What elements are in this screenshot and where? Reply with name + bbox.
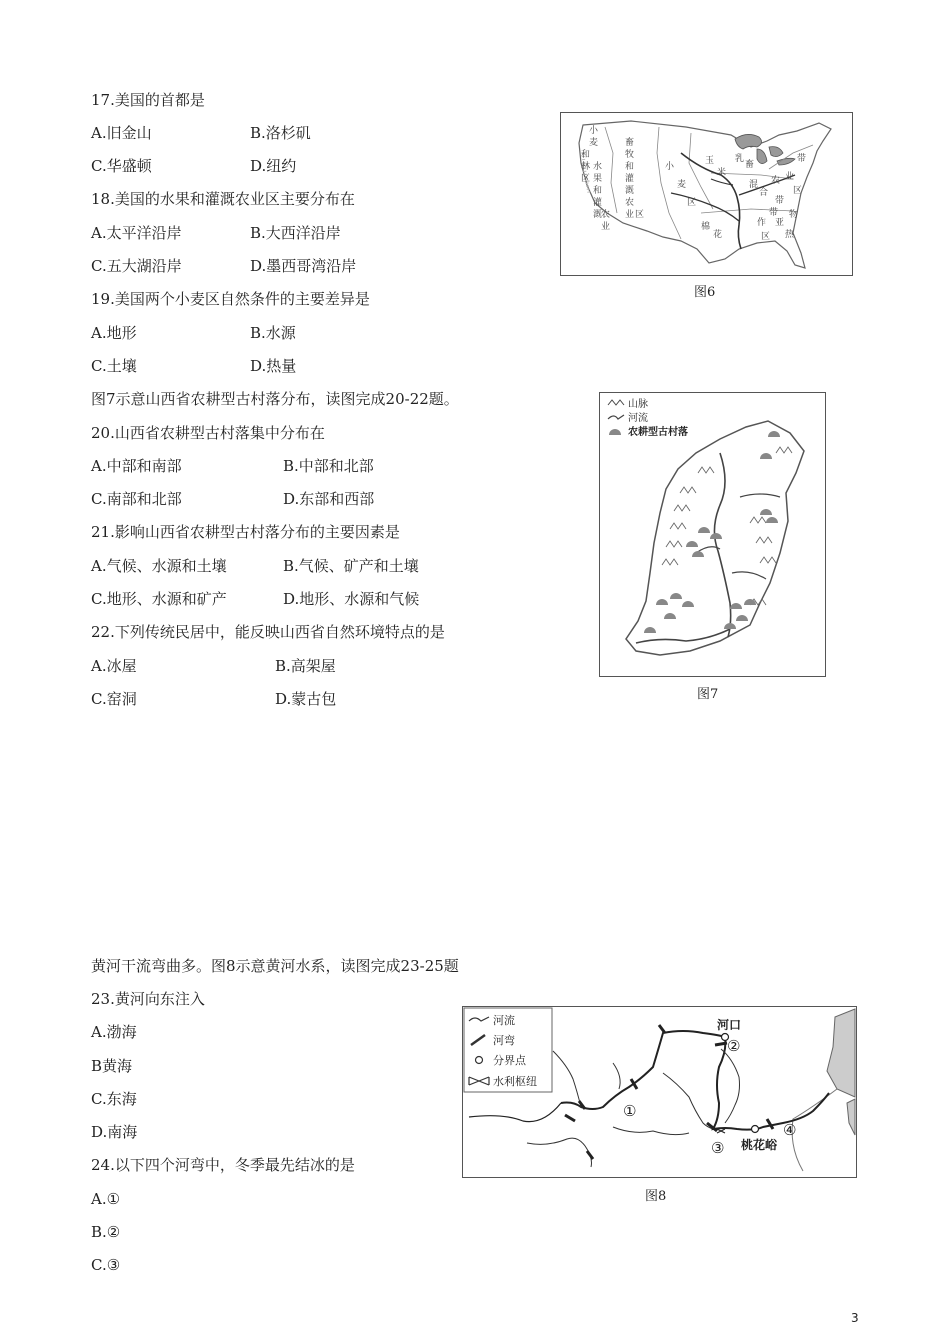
label-char: 区	[761, 232, 771, 242]
label-char: 作	[757, 218, 767, 228]
q19-option-d: D.热量	[250, 357, 297, 375]
q18-option-a: A.太平洋沿岸	[91, 224, 182, 242]
label-char: 带	[769, 208, 779, 218]
q24-option-a: A.①	[91, 1190, 121, 1208]
bohai-sea-shape	[827, 1009, 855, 1097]
label-char: 农	[601, 210, 611, 220]
tributary-north	[613, 1063, 620, 1089]
q18-option-c: C.五大湖沿岸	[91, 257, 182, 275]
taohuayu-point	[752, 1126, 759, 1133]
q20-option-c: C.南部和北部	[91, 490, 182, 508]
bend-mark-3: ③	[711, 1139, 725, 1157]
label-char: 带	[775, 196, 785, 206]
label-char: 棉	[701, 222, 711, 232]
tributary-south	[613, 1127, 689, 1135]
label-char: 热	[785, 230, 795, 240]
label-char: 畜	[745, 160, 755, 170]
point-legend-icon	[476, 1057, 483, 1064]
q18-option-d: D.墨西哥湾沿岸	[250, 257, 357, 275]
lake-superior-shape	[735, 134, 762, 149]
q20-option-a: A.中部和南部	[91, 457, 182, 475]
q24-stem: 24.以下四个河弯中，冬季最先结冰的是	[91, 1156, 355, 1174]
figure-6-caption: 图6	[694, 285, 716, 300]
q22-option-a: A.冰屋	[91, 657, 137, 675]
label-char: 区	[581, 174, 591, 184]
legend-bend-label: 河弯	[493, 1034, 515, 1047]
mountain-legend-icon	[608, 400, 624, 405]
label-char: 林	[581, 162, 591, 172]
legend-point-label: 分界点	[493, 1054, 526, 1067]
tributary-southwest	[527, 1138, 592, 1167]
legend-river-label: 河流	[628, 413, 648, 424]
label-char: 业	[625, 210, 635, 220]
label-char: 溉	[625, 186, 635, 196]
q21-option-d: D.地形、水源和气候	[283, 590, 420, 608]
label-char: 乳	[735, 154, 745, 164]
tributary-fen	[721, 1049, 740, 1123]
yellow-river-drawing	[463, 1007, 856, 1177]
label-char: 业	[601, 222, 611, 232]
q20-stem: 20.山西省农耕型古村落集中分布在	[91, 424, 325, 442]
bend-marker	[587, 1151, 593, 1159]
label-char: 合	[759, 188, 769, 198]
q22-option-c: C.窑洞	[91, 690, 137, 708]
tributary-northwest	[553, 1051, 581, 1107]
q24-option-b: B.②	[91, 1223, 121, 1241]
q23-stem: 23.黄河向东注入	[91, 990, 205, 1008]
q17-option-d: D.纽约	[250, 157, 297, 175]
label-char: 水	[593, 162, 603, 172]
legend-mountain-label: 山脉	[628, 399, 648, 410]
q19-option-a: A.地形	[91, 324, 137, 342]
q23-option-d: D.南海	[91, 1123, 138, 1141]
label-char: 花	[713, 230, 723, 240]
q18-option-b: B.大西洋沿岸	[250, 224, 341, 242]
q17-option-b: B.洛杉矶	[250, 124, 311, 142]
yellow-river-main	[561, 1031, 829, 1130]
bend-mark-4: ④	[783, 1121, 797, 1139]
legend-hub-label: 水利枢纽	[493, 1075, 537, 1088]
river-legend-icon	[608, 415, 624, 419]
legend-village-label: 农耕型古村落	[628, 427, 688, 438]
q19-option-c: C.土壤	[91, 357, 137, 375]
upper-yellow-river	[469, 1103, 561, 1122]
label-char: 亚	[775, 218, 785, 228]
label-char: 果	[593, 174, 603, 184]
tributary-wei	[663, 1073, 713, 1129]
village-legend-icon	[609, 429, 621, 435]
q24-option-c: C.③	[91, 1256, 121, 1274]
shanxi-map-drawing	[600, 393, 825, 676]
label-char: 小	[665, 162, 675, 172]
label-char: 混	[749, 180, 759, 190]
q20-option-b: B.中部和北部	[283, 457, 374, 475]
q21-stem: 21.影响山西省农耕型古村落分布的主要因素是	[91, 523, 400, 541]
label-char: 和	[593, 186, 603, 196]
q18-stem: 18.美国的水果和灌溉农业区主要分布在	[91, 190, 355, 208]
q23-option-c: C.东海	[91, 1090, 137, 1108]
label-char: 物	[789, 210, 799, 220]
q19-option-b: B.水源	[250, 324, 296, 342]
fig7-legend	[608, 397, 688, 438]
figure-6-usa-map	[560, 112, 853, 276]
q22-option-b: B.高架屋	[275, 657, 336, 675]
q23-option-a: A.渤海	[91, 1023, 137, 1041]
intro-fig8: 黄河干流弯曲多。图8示意黄河水系，读图完成23-25题	[91, 957, 459, 975]
usa-map-drawing	[561, 113, 852, 275]
q22-option-d: D.蒙古包	[275, 690, 337, 708]
q21-option-b: B.气候、矿产和土壤	[283, 557, 419, 575]
legend-river-label: 河流	[493, 1014, 515, 1027]
q21-option-c: C.地形、水源和矿产	[91, 590, 227, 608]
label-char: 区	[635, 210, 645, 220]
coastline	[792, 1089, 837, 1171]
q17-stem: 17.美国的首都是	[91, 91, 205, 109]
label-char: 带	[797, 154, 807, 164]
bend-mark-2: ②	[727, 1037, 741, 1055]
label-char: 农	[771, 176, 781, 186]
page-number: 3	[851, 1311, 859, 1325]
bend-marker	[767, 1119, 773, 1129]
q23-option-b: B黄海	[91, 1057, 133, 1075]
label-char: 麦	[589, 138, 599, 148]
figure-8-yellow-river-map	[462, 1006, 857, 1178]
q22-stem: 22.下列传统民居中，能反映山西省自然环境特点的是	[91, 623, 445, 641]
bend-marker	[715, 1043, 727, 1045]
label-char: 区	[793, 186, 803, 196]
label-char: 农	[625, 198, 635, 208]
label-char: 和	[581, 150, 591, 160]
label-char: 麦	[677, 180, 687, 190]
label-char: 玉	[705, 156, 715, 166]
q17-option-a: A.旧金山	[91, 124, 152, 142]
intro-fig7: 图7示意山西省农耕型古村落分布，读图完成20-22题。	[91, 390, 459, 408]
label-char: 和	[625, 162, 635, 172]
label-char: 牧	[625, 150, 635, 160]
hub-marker	[717, 1129, 725, 1133]
figure-8-caption: 图8	[645, 1189, 667, 1204]
figure-7-shanxi-map	[599, 392, 826, 677]
label-char: 小	[589, 126, 599, 136]
bend-marker	[659, 1025, 665, 1033]
shandong-coast-shape	[847, 1099, 855, 1135]
q21-option-a: A.气候、水源和土壤	[91, 557, 227, 575]
q17-option-c: C.华盛顿	[91, 157, 152, 175]
bend-marker	[565, 1115, 575, 1121]
label-char: 区	[687, 198, 697, 208]
figure-7-caption: 图7	[697, 687, 719, 702]
label-char: 畜	[625, 138, 635, 148]
label-char: 米	[717, 168, 727, 178]
q19-stem: 19.美国两个小麦区自然条件的主要差异是	[91, 290, 370, 308]
label-char: 灌	[593, 198, 603, 208]
label-char: 灌	[625, 174, 635, 184]
label-char: 业	[785, 172, 795, 182]
bend-mark-1: ①	[623, 1102, 637, 1120]
hekou-label: 河口	[717, 1018, 742, 1032]
taohuayu-label: 桃花峪	[741, 1138, 778, 1152]
label-char: 溉	[593, 210, 603, 220]
q20-option-d: D.东部和西部	[283, 490, 375, 508]
